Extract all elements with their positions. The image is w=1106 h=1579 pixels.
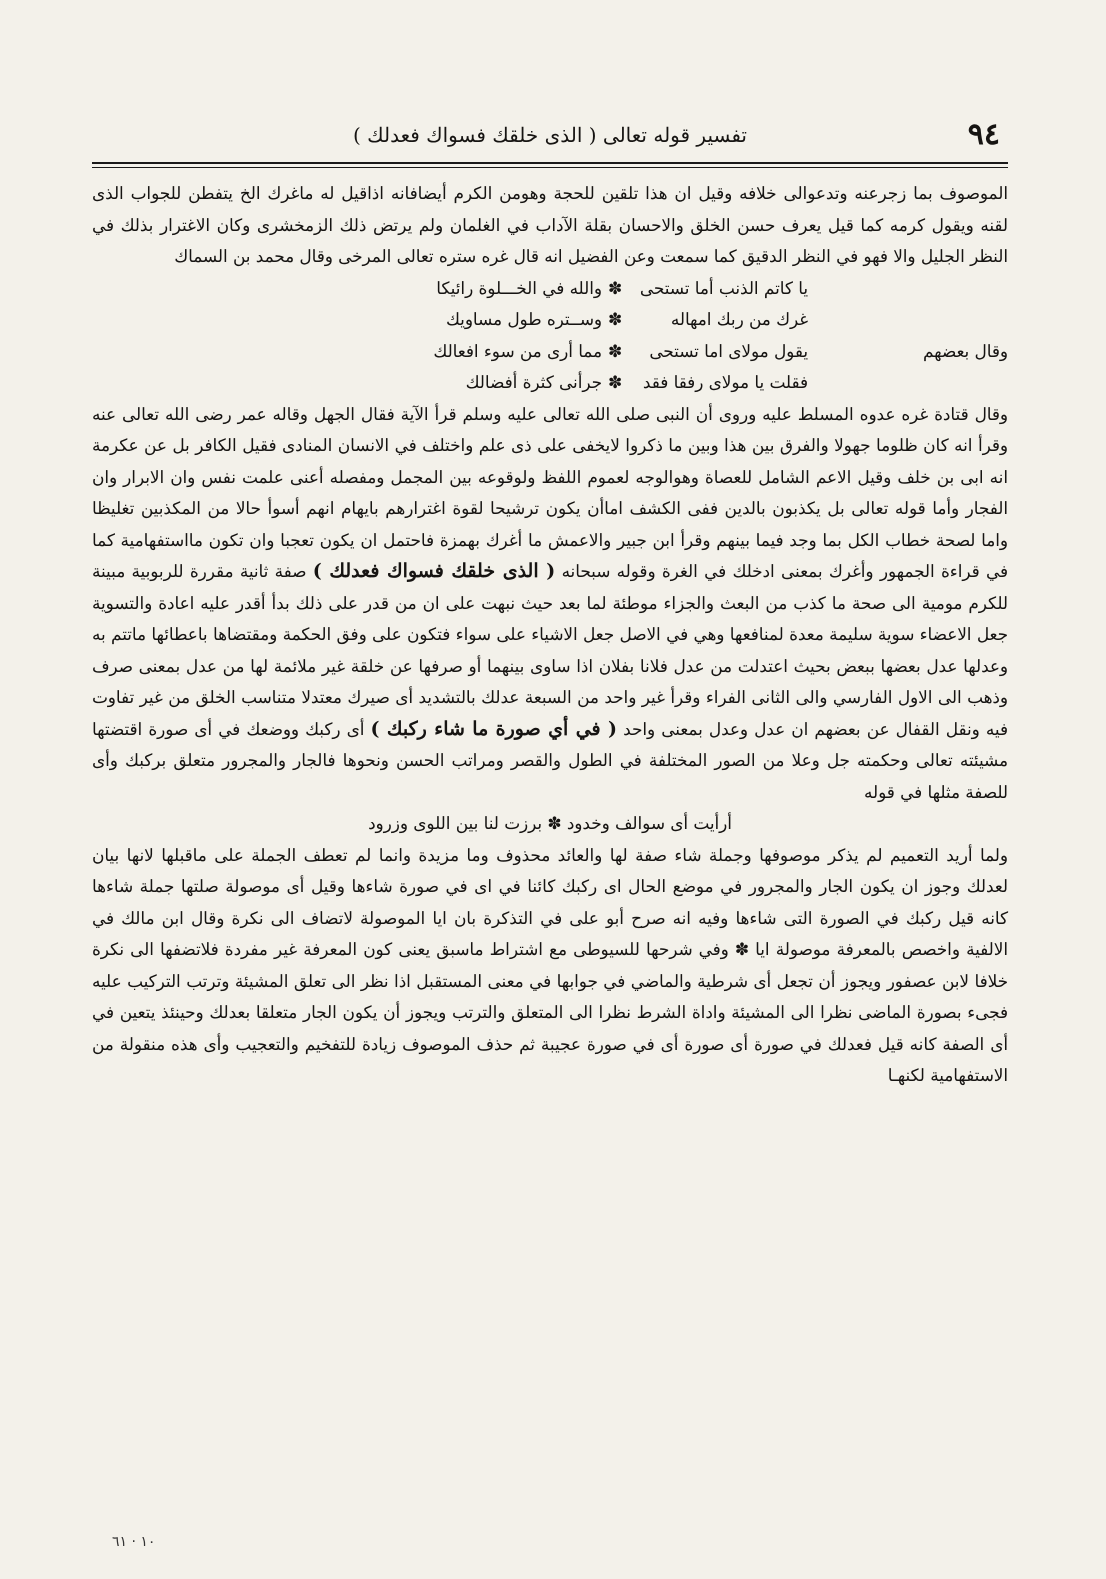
verse-separator: ✽ <box>607 309 623 329</box>
quran-quote-2: ( في أي صورة ما شاء ركبك ) <box>370 717 618 740</box>
printer-signature: ١٠ · ٦١ <box>112 1534 156 1550</box>
verse-hemistich-first: أرأيت أى سوالف وخدود <box>566 813 732 833</box>
verse-hemistich-second: جرأنى كثرة أفضالك <box>465 372 602 392</box>
verse-attribution <box>888 273 1008 305</box>
running-title: تفسير قوله تعالى ( الذى خلقك فسواك فعدلك ) <box>352 123 748 147</box>
verse-hemistich-second: برزت لنا بين اللوى وزرود <box>368 813 543 833</box>
verse-separator: ✽ <box>607 340 623 361</box>
verse-hemistich-second: والله في الخـــلوة رائيكا <box>436 277 602 298</box>
page-header <box>92 112 1008 158</box>
page-number: ٩٤ <box>967 117 1000 152</box>
verse-hemistich-first: يا كاتم الذنب أما تستحى <box>639 277 808 298</box>
paragraph-2-text-c: أى ركبك ووضعك في أى صورة اقتضتها مشيئته تعالى وحكمته جل وعلا من الصور المختلفة في الطول والقصر ومراتب الحسن ونحوها فالجار والمجرور متعلق بركبك وأى للصفة مثلها في قوله <box>92 718 1008 802</box>
header-rule-thick <box>92 162 1008 164</box>
verse-separator: ✽ <box>607 277 623 298</box>
verse-separator: ✽ <box>607 372 623 392</box>
paragraph-2 <box>92 399 1008 809</box>
verse-hemistich-first: يقول مولاى اما تستحى <box>649 340 808 361</box>
paragraph-2-text-b: صفة ثانية مقررة للربوبية مبينة للكرم مومية الى صحة ما كذب من البعث والجزاء موطئة لما بعد حيث نبهت على ان من قدر على ذلك بدأ أقدر عليه اعادة والتسوية جعل الاعضاء سوية سليمة معدة لمنافعها وهي في الاصل جعل الاشياء على سواء فتكون على وفق الحكمة ومقتضاها باعطائها ماتتم به وعدلها عدل بعضها ببعض بحيث اعتدلت من عدل فلانا بفلان اذا ساوى بينهما أو صرفها عن خلقة غير ملائمة لها من عدل بمعنى صرف وذهب الى الاول الفارسي والى الثانى الفراء وقرأ غير واحد من السبعة عدلك بالتشديد أى صيرك معتدلا متناسب الخلق من غير تفاوت فيه ونقل القفال عن بعضهم ان عدل وعدل بمعنى واحد <box>92 561 1008 739</box>
verse-attribution <box>888 367 1008 399</box>
header-rule-thin <box>92 167 1008 168</box>
verse-hemistich-first: غرك من ربك امهاله <box>670 309 808 329</box>
verse-attribution: وقال بعضهم <box>923 340 1008 361</box>
verse-hemistich-second: مما أرى من سوء افعالك <box>433 340 602 361</box>
quran-quote-1: ( الذى خلقك فسواك فعدلك ) <box>312 560 556 582</box>
paragraph-1: الموصوف بما زجرعنه وتدعوالى خلافه وقيل ان هذا تلقين للحجة وهومن الكرم أيضافانه اذاقيل له ماغرك الخ يتفطن للجواب الذى لقنه ويقول كرمه كما قيل يعرف حسن الخلق والاحسان بقلة الآداب في الغلمان ولم يرتض ذلك الزمخشرى وكان الاغترار بذلك في النظر الجليل والا فهو في النظر الدقيق كما سمعت وعن الفضيل انه قال غره ستره تعالى المرخى وقال محمد بن السماك <box>92 183 1008 266</box>
paragraph-3: ولما أريد التعميم لم يذكر موصوفها وجملة شاء صفة لها والعائد محذوف وما مزيدة وانما لم تعطف الجملة على ماقبلها لانها بيان لعدلك وجوز ان يكون الجار والمجرور في موضع الحال اى ركبك كائنا في اى في صورة شاءها وقيل أى موصولة صلتها جملة شاءها كانه قيل ركبك في الصورة التى شاءها وفيه انه صرح أبو على في التذكرة بان ايا الموصولة لاتضاف الى نكرة وقال ابن مالك في الالفية واخصص بالمعرفة موصولة ايا ✽ وفي شرحها للسيوطى مع اشتراط ماسبق يعنى كون المعرفة غير مفردة فلاتضفها الى نكرة خلافا لابن عصفور ويجوز أن تجعل أى شرطية والماضي في جوابها في معنى المستقبل اذا نظر الى تعلق المشيئة وترتب التركيب عليه فجىء بصورة الماضى نظرا الى المشيئة واداة الشرط نظرا الى المتعلق والترتب ويجوز أن يكون الجار متعلقا بعدلك وحينئذ يتعين في أى الصفة كانه قيل فعدلك في صورة أى صورة أى في صورة عجيبة ثم حذف الموصوف زيادة للتفخيم والتعجيب وأى هذه منقولة من الاستفهامية لكنهـا <box>92 844 1008 1085</box>
page-body <box>92 178 1008 1092</box>
verse-block-1 <box>92 273 1008 399</box>
book-page <box>92 112 1008 1562</box>
verse-attribution <box>888 304 1008 336</box>
verse-hemistich-first: فقلت يا مولاى رفقا فقد <box>642 372 808 392</box>
verse-separator: ✽ <box>547 813 562 833</box>
verse-hemistich-second: وســتره طول مساويك <box>446 309 602 329</box>
verse-block-2 <box>92 808 1008 840</box>
paragraph-2-text-a: وقال قتادة غره عدوه المسلط عليه وروى أن النبى صلى الله تعالى عليه وسلم قرأ الآية فقال الجهل وقاله عمر رضى الله تعالى عنه وقرأ انه كان ظلوما جهولا والفرق بين هذا وبين ما ذكروا لايخفى على ذى علم واختلف في الانسان المنادى فقيل الكافر بل عن عكرمة انه ابى بن خلف وقيل الاعم الشامل للعصاة وهوالوجه لعموم اللفظ ولوقوعه بين المجمل ومفصله أعنى علمت نفس وان الابرار وان الفجار وأما قوله تعالى بل يكذبون بالدين ففى الكشف اماأن يكون ترشيحا لقوة اغترارهم بايهام انهم أسوأ حالا من المكذبين تغليظا واما لصحة خطاب الكل بما وجد فيما بينهم وقرأ ابن جبير والاعمش ما أغرك بهمزة فاحتمل ان يكون تعجبا وان تكون مااستفهامية كما في قراءة الجمهور وأغرك بمعنى ادخلك في الغرة وقوله سبحانه <box>92 403 1008 581</box>
